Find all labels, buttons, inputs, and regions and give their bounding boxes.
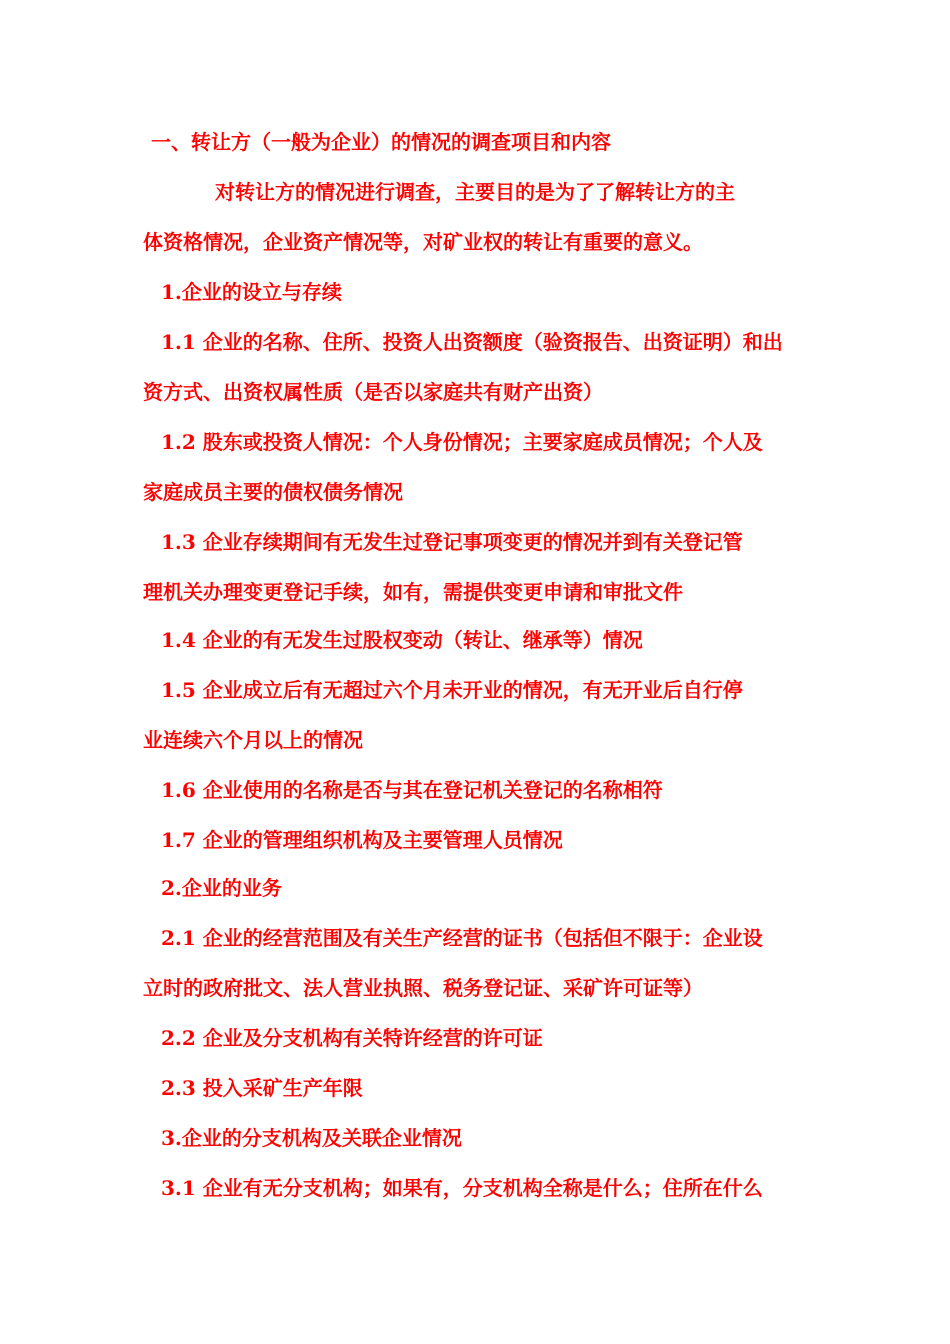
section-title: 一、转让方（一般为企业）的情况的调查项目和内容 <box>151 130 611 154</box>
paragraph-line: 体资格情况，企业资产情况等，对矿业权的转让有重要的意义。 <box>143 230 703 254</box>
heading-2: 2.企业的业务 <box>161 876 282 900</box>
item-1-1-line-2: 资方式、出资权属性质（是否以家庭共有财产出资） <box>143 380 603 404</box>
item-1-2-line-1: 1.2 股东或投资人情况：个人身份情况；主要家庭成员情况；个人及 <box>161 430 763 454</box>
paragraph-line: 对转让方的情况进行调查，主要目的是为了了解转让方的主 <box>215 180 735 204</box>
item-3-1-line-1: 3.1 企业有无分支机构；如果有，分支机构全称是什么；住所在什么 <box>161 1176 763 1200</box>
item-1-7: 1.7 企业的管理组织机构及主要管理人员情况 <box>161 828 563 852</box>
item-2-1-line-1: 2.1 企业的经营范围及有关生产经营的证书（包括但不限于：企业设 <box>161 926 763 950</box>
item-1-3-line-1: 1.3 企业存续期间有无发生过登记事项变更的情况并到有关登记管 <box>161 530 743 554</box>
item-1-2-line-2: 家庭成员主要的债权债务情况 <box>143 480 403 504</box>
item-2-1-line-2: 立时的政府批文、法人营业执照、税务登记证、采矿许可证等） <box>143 976 703 1000</box>
item-1-4: 1.4 企业的有无发生过股权变动（转让、继承等）情况 <box>161 628 643 652</box>
item-2-2: 2.2 企业及分支机构有关特许经营的许可证 <box>161 1026 543 1050</box>
item-1-5-line-1: 1.5 企业成立后有无超过六个月未开业的情况，有无开业后自行停 <box>161 678 743 702</box>
item-1-6: 1.6 企业使用的名称是否与其在登记机关登记的名称相符 <box>161 778 663 802</box>
item-2-3: 2.3 投入采矿生产年限 <box>161 1076 363 1100</box>
item-1-1-line-1: 1.1 企业的名称、住所、投资人出资额度（验资报告、出资证明）和出 <box>161 330 783 354</box>
heading-3: 3.企业的分支机构及关联企业情况 <box>161 1126 462 1150</box>
item-1-3-line-2: 理机关办理变更登记手续，如有，需提供变更申请和审批文件 <box>143 580 683 604</box>
item-1-5-line-2: 业连续六个月以上的情况 <box>143 728 363 752</box>
heading-1: 1.企业的设立与存续 <box>161 280 342 304</box>
